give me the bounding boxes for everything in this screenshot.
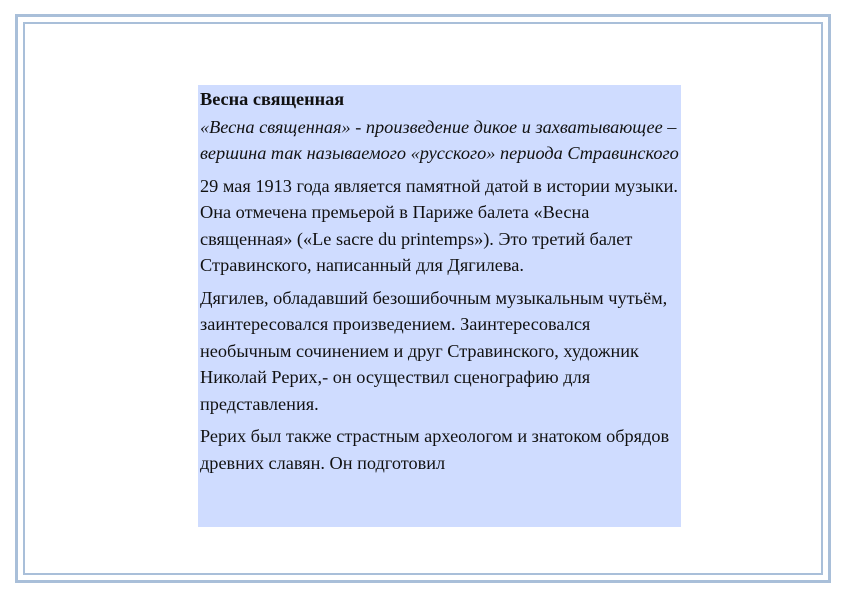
paragraph-diaghilev: Дягилев, обладавший безошибочным музыкальным чутьём, заинтересовался произведением. Заинтересовался необычным сочинением и друг Стравинского, художник Николай Рерих,- он осуществил сценографию для представления.: [200, 287, 668, 414]
slide-subtitle: «Весна священная» - произведение дикое и захватывающее – вершина так называемого «русского» периода Стравинского: [200, 116, 679, 163]
paragraph-premiere: 29 мая 1913 года является памятной датой в истории музыки. Она отмечена премьерой в Париже балета «Весна священная» («Le sacre du printemps»). Это третий балет Стравинского, написанный для Дягилева.: [200, 175, 678, 275]
text-box: [198, 85, 681, 527]
paragraph-roerich: Рерих был также страстным археологом и знатоком обрядов древних славян. Он подготовил: [200, 426, 670, 473]
slide-title: Весна священная: [200, 89, 345, 109]
